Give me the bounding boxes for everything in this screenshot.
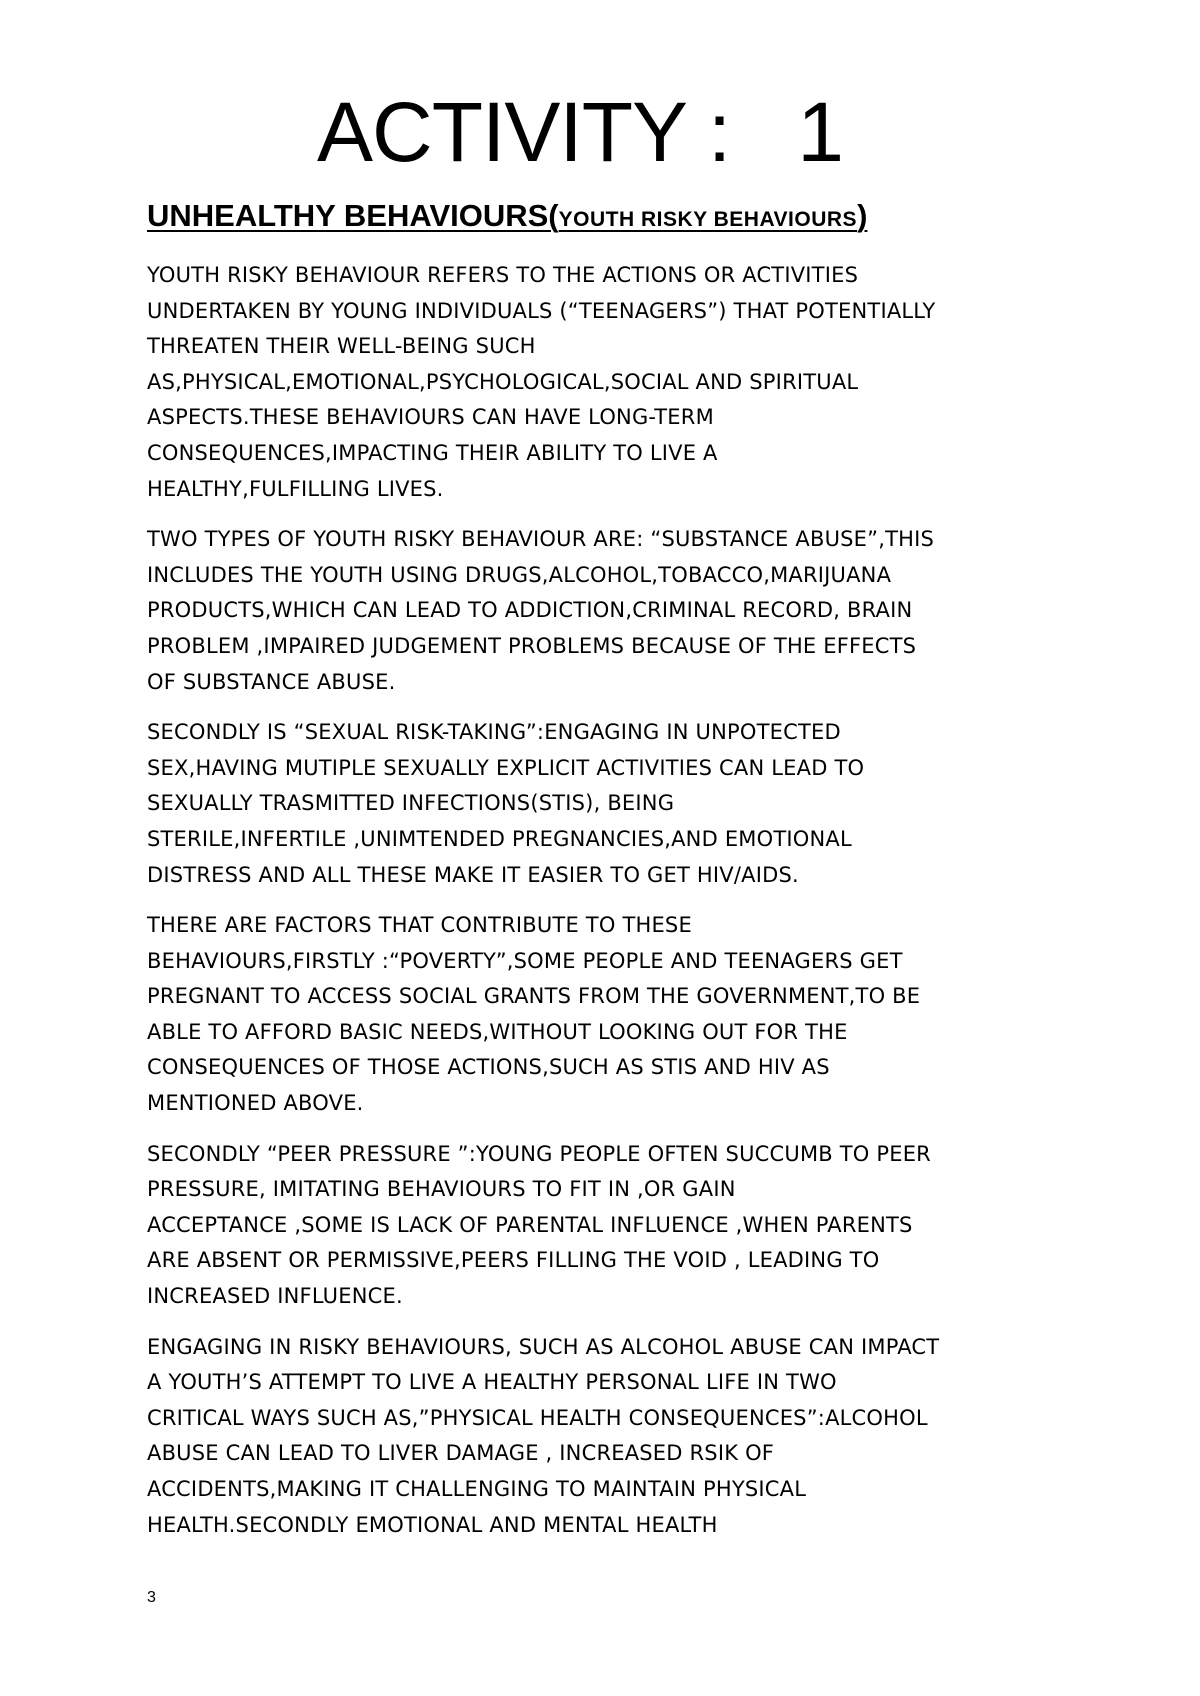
document-body: [147, 258, 1077, 1558]
paragraph-line: UNDERTAKEN BY YOUNG INDIVIDUALS (“TEENAGERS”) THAT POTENTIALLY: [147, 298, 936, 323]
paragraph-line: BEHAVIOURS,FIRSTLY :“POVERTY”,SOME PEOPLE AND TEENAGERS GET: [147, 948, 903, 973]
paragraph-line: INCLUDES THE YOUTH USING DRUGS,ALCOHOL,TOBACCO,MARIJUANA: [147, 562, 892, 587]
section-heading-sub: YOUTH RISKY BEHAVIOURS: [558, 208, 858, 231]
paragraph: [147, 522, 1077, 700]
paragraph-line: ACCEPTANCE ,SOME IS LACK OF PARENTAL INFLUENCE ,WHEN PARENTS: [147, 1212, 913, 1237]
paragraph-line: MENTIONED ABOVE.: [147, 1091, 364, 1116]
paragraph-line: ABLE TO AFFORD BASIC NEEDS,WITHOUT LOOKING OUT FOR THE: [147, 1019, 848, 1044]
page-title: ACTIVITY : 1: [317, 85, 843, 179]
paragraph: [147, 1137, 1077, 1315]
paragraph-line: SECONDLY “PEER PRESSURE ”:YOUNG PEOPLE OFTEN SUCCUMB TO PEER: [147, 1141, 931, 1166]
paragraph: [147, 908, 1077, 1122]
paragraph: [147, 1330, 1077, 1544]
paragraph-line: HEALTHY,FULFILLING LIVES.: [147, 476, 444, 501]
paragraph-line: PROBLEM ,IMPAIRED JUDGEMENT PROBLEMS BECAUSE OF THE EFFECTS: [147, 633, 917, 658]
paragraph-line: HEALTH.SECONDLY EMOTIONAL AND MENTAL HEALTH: [147, 1512, 718, 1537]
paragraph-line: CRITICAL WAYS SUCH AS,”PHYSICAL HEALTH CONSEQUENCES”:ALCOHOL: [147, 1405, 928, 1430]
paragraph-line: ENGAGING IN RISKY BEHAVIOURS, SUCH AS ALCOHOL ABUSE CAN IMPACT: [147, 1334, 940, 1359]
page-number: 3: [147, 1589, 156, 1606]
paragraph-line: SEXUALLY TRASMITTED INFECTIONS(STIS), BEING: [147, 791, 675, 816]
paragraph-line: DISTRESS AND ALL THESE MAKE IT EASIER TO GET HIV/AIDS.: [147, 862, 799, 887]
section-heading-main: UNHEALTHY BEHAVIOURS(: [147, 198, 559, 233]
paragraph: [147, 258, 1077, 507]
paragraph-line: PREGNANT TO ACCESS SOCIAL GRANTS FROM THE GOVERNMENT,TO BE: [147, 984, 921, 1009]
paragraph: [147, 715, 1077, 893]
paragraph-line: CONSEQUENCES,IMPACTING THEIR ABILITY TO LIVE A: [147, 440, 718, 465]
paragraph-line: PRODUCTS,WHICH CAN LEAD TO ADDICTION,CRIMINAL RECORD, BRAIN: [147, 598, 913, 623]
section-heading: [147, 196, 867, 240]
paragraph-line: THREATEN THEIR WELL-BEING SUCH: [147, 334, 536, 359]
paragraph-line: ABUSE CAN LEAD TO LIVER DAMAGE , INCREASED RSIK OF: [147, 1441, 775, 1466]
paragraph-line: AS,PHYSICAL,EMOTIONAL,PSYCHOLOGICAL,SOCIAL AND SPIRITUAL: [147, 369, 859, 394]
paragraph-line: A YOUTH’S ATTEMPT TO LIVE A HEALTHY PERSONAL LIFE IN TWO: [147, 1370, 837, 1395]
paragraph-line: PRESSURE, IMITATING BEHAVIOURS TO FIT IN ,OR GAIN: [147, 1177, 736, 1202]
paragraph-line: SEX,HAVING MUTIPLE SEXUALLY EXPLICIT ACTIVITIES CAN LEAD TO: [147, 755, 865, 780]
paragraph-line: TWO TYPES OF YOUTH RISKY BEHAVIOUR ARE: “SUBSTANCE ABUSE”,THIS: [147, 527, 935, 552]
paragraph-line: ARE ABSENT OR PERMISSIVE,PEERS FILLING THE VOID , LEADING TO: [147, 1248, 880, 1273]
paragraph-line: ACCIDENTS,MAKING IT CHALLENGING TO MAINTAIN PHYSICAL: [147, 1477, 807, 1501]
paragraph-line: ASPECTS.THESE BEHAVIOURS CAN HAVE LONG-TERM: [147, 405, 714, 430]
paragraph-line: INCREASED INFLUENCE.: [147, 1284, 403, 1309]
paragraph-line: CONSEQUENCES OF THOSE ACTIONS,SUCH AS STIS AND HIV AS: [147, 1055, 830, 1080]
paragraph-line: THERE ARE FACTORS THAT CONTRIBUTE TO THESE: [147, 913, 692, 938]
paragraph-line: SECONDLY IS “SEXUAL RISK-TAKING”:ENGAGING IN UNPOTECTED: [147, 720, 841, 745]
paragraph-line: STERILE,INFERTILE ,UNIMTENDED PREGNANCIES,AND EMOTIONAL: [147, 826, 852, 851]
paragraph-line: OF SUBSTANCE ABUSE.: [147, 669, 396, 694]
section-heading-close: ): [857, 198, 868, 233]
paragraph-line: YOUTH RISKY BEHAVIOUR REFERS TO THE ACTIONS OR ACTIVITIES: [147, 263, 859, 287]
